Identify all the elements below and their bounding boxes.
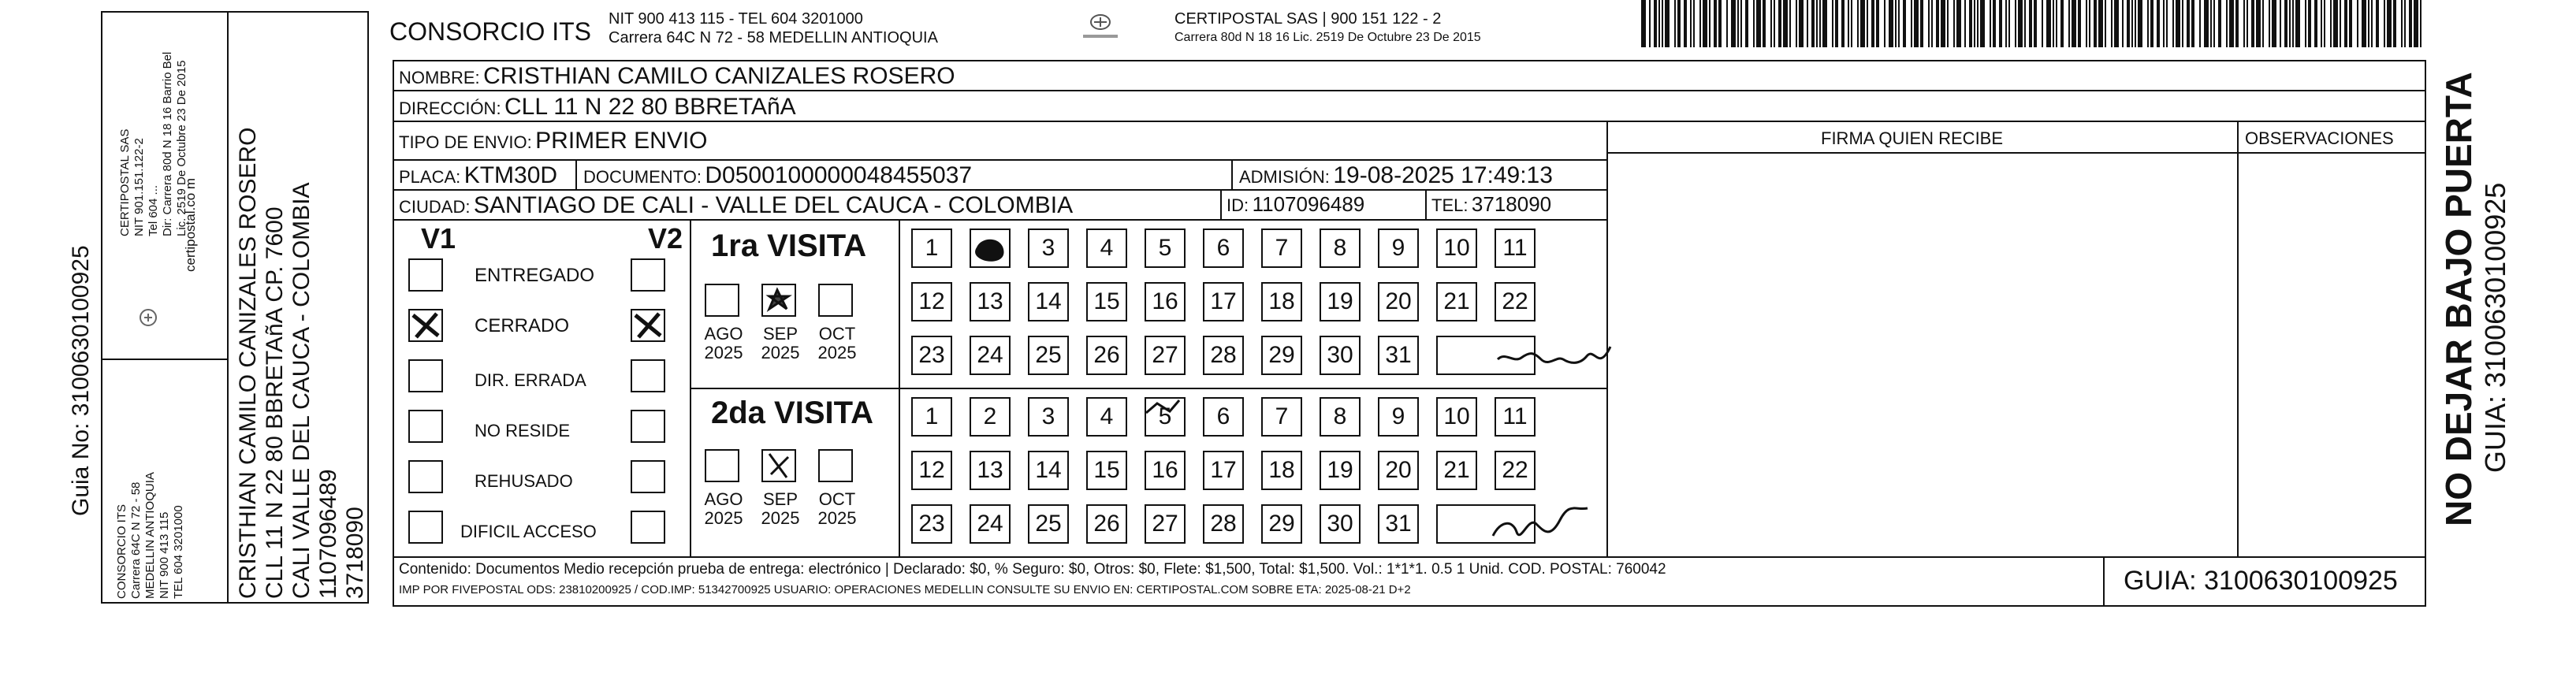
barcode-bar [1731,0,1736,47]
second-visit-day-17[interactable]: 17 [1203,451,1244,490]
visit-month-label: AGO 2025 [704,324,743,362]
second-visit-day-2[interactable]: 2 [970,397,1011,437]
barcode-bar [2387,0,2392,47]
barcode-bar [2024,0,2026,47]
second-visit-day-25[interactable]: 25 [1028,504,1069,544]
barcode-bar [2147,0,2149,47]
barcode-bar [1709,0,1711,47]
v1-checkbox-3[interactable] [408,410,443,443]
first-visit-day-6[interactable]: 6 [1203,229,1244,268]
barcode-bar [1928,0,1930,47]
second-visit-day-6[interactable]: 6 [1203,397,1244,437]
firma-label: FIRMA QUIEN RECIBE [1821,128,2004,148]
barcode-bar [2305,0,2306,47]
first-visit-day-24[interactable]: 24 [970,336,1011,375]
divider-visit-row [691,388,1606,389]
visit-month-label: OCT 2025 [817,324,857,362]
barcode-bar [1816,0,1818,47]
id-value: 1107096489 [1252,192,1365,216]
barcode-bar [2166,0,2168,47]
barcode-bar [2226,0,2228,47]
barcode-bar [2042,0,2043,47]
v2-checkbox-3[interactable] [631,410,665,443]
v2-checkbox-2[interactable] [631,359,665,392]
second-visit-day-22[interactable]: 22 [1495,451,1536,490]
barcode-bar [1714,0,1717,47]
second-visit-day-11[interactable]: 11 [1495,397,1536,437]
barcode-bar [2172,0,2174,47]
first-visit-month-checkbox-ago[interactable] [705,284,739,317]
first-visit-day-10[interactable]: 10 [1436,229,1477,268]
barcode-bar [2213,0,2215,47]
barcode-bar [2068,0,2070,47]
ciudad-value: SANTIAGO DE CALI - VALLE DEL CAUCA - COLOMBIA [473,192,1074,218]
second-visit-day-10[interactable]: 10 [1436,397,1477,437]
barcode-bar [2357,0,2358,47]
first-visit-day-16[interactable]: 16 [1145,282,1186,321]
second-visit-day-31[interactable]: 31 [1378,504,1419,544]
barcode-bar [2314,0,2317,47]
barcode-bar [1789,0,1791,47]
barcode-bar [1914,0,1919,47]
barcode-bar [1726,0,1728,47]
barcode-bar [2199,0,2201,47]
barcode-bar [1756,0,1761,47]
side-guia: GUIA: 3100630100925 [2479,182,2511,473]
barcode-bar [1956,0,1961,47]
direccion-value: CLL 11 N 22 80 BBRETAñA [504,94,796,120]
stub-recipient-block: CRISTHIAN CAMILO CANIZALES ROSERO CLL 11 N 22 80 BBRETAñA CP. 7600 CALI VALLE DEL CAUCA - COLOMBIA 1107096489 3718090 [235,127,368,599]
barcode-bar [2384,0,2385,47]
first-visit-day-21[interactable]: 21 [1436,282,1477,321]
second-visit-day-18[interactable]: 18 [1261,451,1302,490]
first-visit-day-11[interactable]: 11 [1495,229,1536,268]
stub-carrier-block: CERTIPOSTAL SAS NIT 901.151.122-2 Tel 604 ... Dir: Carrera 80d N 18 16 Barrio Bel Lic. 2519 De Octubre 23 De 2015 [118,51,188,236]
certipostal-logo-icon [1078,11,1122,43]
barcode-bar [1884,0,1885,47]
admision-value: 19-08-2025 17:49:13 [1333,162,1553,188]
second-visit-day-13[interactable]: 13 [970,451,1011,490]
barcode-bar [2409,0,2412,47]
barcode-bar [1654,0,1657,47]
barcode-bar [2368,0,2369,47]
barcode-bar [1947,0,1949,47]
barcode-bar [1674,0,1676,47]
stub-logo-icon [138,307,158,328]
first-visit-day-28[interactable]: 28 [1203,336,1244,375]
first-visit-day-15[interactable]: 15 [1086,282,1127,321]
barcode-bar [1819,0,1821,47]
barcode-bar [2131,0,2133,47]
status-option-label: NO RESIDE [475,421,571,440]
barcode-bar [1964,0,1966,47]
first-visit-day-8[interactable]: 8 [1320,229,1361,268]
first-visit-month-checkbox-sep[interactable] [761,284,796,317]
barcode-bar [2371,0,2373,47]
first-visit-day-2[interactable] [970,229,1011,268]
barcode-bar [2046,0,2051,47]
barcode-bar [2005,0,2007,47]
visit-month-label: OCT 2025 [817,489,857,528]
barcode-bar [2280,0,2281,47]
second-visit-day-1[interactable]: 1 [911,397,952,437]
barcode-bar [1677,0,1681,47]
v2-checkbox-5[interactable] [631,511,665,544]
barcode-bar [2404,0,2406,47]
barcode-bar [2150,0,2153,47]
barcode-bar [2157,0,2160,47]
barcode-bar [2210,0,2212,47]
barcode-bar [2053,0,2054,47]
barcode-bar [1941,0,1945,47]
barcode-bar [1871,0,1874,47]
second-visit-day-16[interactable]: 16 [1145,451,1186,490]
barcode-bar [1841,0,1845,47]
barcode-bar [2251,0,2254,47]
barcode-bar [2349,0,2352,47]
barcode-bar [2218,0,2221,47]
handwritten-note-first [1482,336,1624,383]
barcode-bar [2376,0,2379,47]
tipo-value: PRIMER ENVIO [535,128,708,154]
barcode-bar [2072,0,2076,47]
barcode-bar [1977,0,1979,47]
v1-checkbox-4[interactable] [408,460,443,493]
second-visit-day-9[interactable]: 9 [1378,397,1419,437]
status-option-label: DIR. ERRADA [475,370,586,390]
barcode-bar [2094,0,2097,47]
footer-contenido: Contenido: Documentos Medio recepción prueba de entrega: electrónico | Declarado: $0, % Seguro: $0, Otros: $0, Flete: $1,500, Total: $1,500. Vol.: 1*1*1. 0.5 1 Unid. COD. POSTAL: 760042 [399,561,1666,578]
first-visit-day-3[interactable]: 3 [1028,229,1069,268]
v1-label: V1 [421,222,456,255]
second-visit-day-19[interactable]: 19 [1320,451,1361,490]
barcode-bar [2204,0,2209,47]
stub-carrier-web: certipostal.co m [183,177,198,272]
barcode-bar [2229,0,2234,47]
second-visit-month-checkbox-ago[interactable] [705,449,739,482]
barcode-bar [1993,0,1996,47]
barcode-bar [2308,0,2311,47]
first-visit-day-29[interactable]: 29 [1261,336,1302,375]
second-visit-day-27[interactable]: 27 [1145,504,1186,544]
barcode-bar [1718,0,1722,47]
barcode-bar [2269,0,2270,47]
barcode-bar [2089,0,2090,47]
divider-observ-left [2237,121,2239,556]
visit-month-label: SEP 2025 [761,324,800,362]
second-visit-day-23[interactable]: 23 [911,504,952,544]
visit-month-label: SEP 2025 [761,489,800,528]
barcode-bar [1737,0,1739,47]
header-carrier-info: CERTIPOSTAL SAS | 900 151 122 - 2 Carrera 80d N 18 16 Lic. 2519 De Octubre 23 De 2015 [1174,10,1481,44]
barcode-bar [2015,0,2016,47]
barcode-bar [2272,0,2276,47]
barcode-bar [1684,0,1687,47]
barcode-bar [2056,0,2057,47]
tel-value: 3718090 [1471,192,1552,216]
barcode-bar [1658,0,1660,47]
second-visit-day-20[interactable]: 20 [1378,451,1419,490]
first-visit-day-26[interactable]: 26 [1086,336,1127,375]
barcode-bar [2344,0,2347,47]
field-placa: PLACA: KTM30D [399,162,558,188]
barcode-bar [1898,0,1900,47]
second-visit-label: 2da VISITA [711,396,873,430]
barcode-bar [1832,0,1833,47]
field-nombre: NOMBRE: CRISTHIAN CAMILO CANIZALES ROSERO [399,63,955,89]
second-visit-day-24[interactable]: 24 [970,504,1011,544]
first-visit-label: 1ra VISITA [711,229,867,263]
divider-id [1220,189,1222,219]
first-visit-day-22[interactable]: 22 [1495,282,1536,321]
field-direccion: DIRECCIÓN: CLL 11 N 22 80 BBRETAñA [399,94,796,120]
barcode-bar [2324,0,2325,47]
status-option-label: REHUSADO [475,471,573,491]
second-visit-day-29[interactable]: 29 [1261,504,1302,544]
barcode-bar [2235,0,2239,47]
barcode-bar [2029,0,2032,47]
barcode-bar [1641,0,1646,47]
observaciones-label: OBSERVACIONES [2245,128,2394,148]
barcode-bar [2098,0,2103,47]
barcode-bar [2191,0,2194,47]
barcode-bar [2340,0,2341,47]
divider-tel [1425,189,1427,219]
barcode-bar [2018,0,2023,47]
stub-divider [101,359,227,360]
second-visit-day-8[interactable]: 8 [1320,397,1361,437]
barcode-bar [2111,0,2113,47]
row-line-2 [393,121,2426,122]
first-visit-day-1[interactable]: 1 [911,229,952,268]
header-barcode [1641,0,2429,47]
row-line-5 [393,219,1606,221]
header-company-info: NIT 900 413 115 - TEL 604 3201000 Carrera 64C N 72 - 58 MEDELLIN ANTIOQUIA [609,10,938,46]
second-visit-day-21[interactable]: 21 [1436,451,1477,490]
barcode-bar [2321,0,2322,47]
barcode-bar [2401,0,2403,47]
v1-checkbox-5[interactable] [408,511,443,544]
visit-month-label: AGO 2025 [704,489,743,528]
barcode-bar [1662,0,1663,47]
barcode-bar [2135,0,2136,47]
first-visit-day-4[interactable]: 4 [1086,229,1127,268]
barcode-bar [1783,0,1788,47]
first-visit-day-5[interactable]: 5 [1145,229,1186,268]
barcode-bar [2086,0,2087,47]
barcode-bar [1770,0,1772,47]
first-visit-day-17[interactable]: 17 [1203,282,1244,321]
barcode-bar [1693,0,1695,47]
divider-firma-header [1606,152,2426,154]
second-visit-day-14[interactable]: 14 [1028,451,1069,490]
barcode-bar [2393,0,2396,47]
barcode-bar [2122,0,2124,47]
barcode-bar [1778,0,1781,47]
handwritten-note-second [1482,504,1608,548]
barcode-bar [2289,0,2291,47]
divider-footer-guia [2103,556,2105,607]
barcode-bar [2362,0,2366,47]
barcode-bar [1969,0,1972,47]
row-line-1 [393,90,2426,91]
barcode-bar [1774,0,1775,47]
barcode-bar [1848,0,1849,47]
stub-sender-block: CONSORCIO ITS Carrera 64C N 72 - 58 MEDELLIN ANTIOQUIA NIT 900 413 115 TEL 604 3201000 [115,472,185,599]
field-tipo-envio: TIPO DE ENVIO: PRIMER ENVIO [399,128,708,154]
v2-checkbox-0[interactable] [631,258,665,292]
divider-documento [575,159,577,189]
barcode-bar [1974,0,1975,47]
barcode-bar [2292,0,2294,47]
first-visit-day-9[interactable]: 9 [1378,229,1419,268]
v1-checkbox-1[interactable] [408,309,443,342]
barcode-bar [2187,0,2190,47]
barcode-bar [1690,0,1692,47]
stub-guia-number: Guia No: 3100630100925 [68,245,94,516]
status-option-label: ENTREGADO [475,265,595,286]
barcode-bar [1903,0,1906,47]
barcode-bar [2182,0,2183,47]
barcode-bar [1753,0,1755,47]
barcode-bar [2127,0,2130,47]
v1-checkbox-0[interactable] [408,258,443,292]
barcode-bar [1990,0,1991,47]
barcode-bar [2256,0,2261,47]
barcode-bar [1936,0,1939,47]
barcode-bar [2243,0,2245,47]
barcode-bar [1931,0,1933,47]
barcode-bar [1889,0,1893,47]
barcode-bar [2114,0,2119,47]
barcode-bar [2247,0,2248,47]
barcode-bar [1835,0,1838,47]
placa-value: KTM30D [463,162,558,188]
first-visit-day-12[interactable]: 12 [911,282,952,321]
barcode-bar [1703,0,1707,47]
footer-guia: GUIA: 3100630100925 [2124,566,2398,596]
barcode-bar [1980,0,1985,47]
field-documento: DOCUMENTO: D0500100000048455037 [583,162,973,188]
first-visit-day-19[interactable]: 19 [1320,282,1361,321]
first-visit-day-25[interactable]: 25 [1028,336,1069,375]
barcode-bar [2138,0,2142,47]
barcode-bar [1860,0,1865,47]
barcode-bar [1953,0,1955,47]
footer-imp: IMP POR FIVEPOSTAL ODS: 23810200925 / COD.IMP: 51342700925 USUARIO: OPERACIONES MEDELLIN CONSULTE SU ENVIO EN: CERTIPOSTAL.COM SOBRE ETA: 2025-08-21 D+2 [399,583,1411,596]
barcode-bar [1876,0,1879,47]
barcode-bar [1799,0,1804,47]
barcode-bar [2295,0,2300,47]
first-visit-day-20[interactable]: 20 [1378,282,1419,321]
second-visit-day-4[interactable]: 4 [1086,397,1127,437]
row-line-3 [393,159,1606,161]
barcode-bar [1745,0,1748,47]
second-visit-day-5[interactable]: 5 [1145,397,1186,437]
first-visit-month-checkbox-oct[interactable] [818,284,853,317]
nombre-value: CRISTHIAN CAMILO CANIZALES ROSERO [483,63,955,89]
field-ciudad: CIUDAD: SANTIAGO DE CALI - VALLE DEL CAUCA - COLOMBIA [399,192,1074,218]
second-visit-day-26[interactable]: 26 [1086,504,1127,544]
row-line-footer [393,556,2426,558]
barcode-bar [2284,0,2288,47]
barcode-bar [1763,0,1766,47]
barcode-bar [2262,0,2264,47]
stub-divider-vertical [227,11,229,604]
barcode-bar [1895,0,1897,47]
barcode-bar [1649,0,1651,47]
barcode-bar [1740,0,1742,47]
barcode-bar [1807,0,1808,47]
first-visit-day-18[interactable]: 18 [1261,282,1302,321]
barcode-bar [2176,0,2180,47]
row-line-4 [393,189,1606,191]
documento-value: D0500100000048455037 [705,162,973,188]
status-option-label: DIFICIL ACCESO [460,522,597,541]
divider-admision [1231,159,1233,189]
first-visit-day-27[interactable]: 27 [1145,336,1186,375]
barcode-bar [1920,0,1923,47]
barcode-bar [1999,0,2002,47]
barcode-bar [2008,0,2010,47]
second-visit-day-30[interactable]: 30 [1320,504,1361,544]
first-visit-day-7[interactable]: 7 [1261,229,1302,268]
no-dejar-bajo-puerta: NO DEJAR BAJO PUERTA [2438,72,2479,526]
barcode-bar [2420,0,2422,47]
barcode-bar [2333,0,2338,47]
first-visit-day-13[interactable]: 13 [970,282,1011,321]
barcode-bar [1665,0,1670,47]
second-visit-month-checkbox-oct[interactable] [818,449,853,482]
first-visit-day-31[interactable]: 31 [1378,336,1419,375]
first-visit-day-14[interactable]: 14 [1028,282,1069,321]
second-visit-day-28[interactable]: 28 [1203,504,1244,544]
barcode-bar [2078,0,2081,47]
barcode-bar [1796,0,1797,47]
barcode-bar [2034,0,2037,47]
first-visit-day-30[interactable]: 30 [1320,336,1361,375]
barcode-bar [1851,0,1852,47]
barcode-bar [2105,0,2106,47]
header-company: CONSORCIO ITS [389,17,592,46]
v2-checkbox-4[interactable] [631,460,665,493]
barcode-bar [1811,0,1815,47]
barcode-bar [2060,0,2064,47]
barcode-bar [2163,0,2165,47]
first-visit-day-23[interactable]: 23 [911,336,952,375]
barcode-bar [1857,0,1859,47]
v1-checkbox-2[interactable] [408,359,443,392]
barcode-bar [1822,0,1827,47]
field-tel: TEL: 3718090 [1431,192,1552,216]
barcode-bar [2414,0,2418,47]
field-id: ID: 1107096489 [1227,192,1365,216]
barcode-bar [1911,0,1912,47]
second-visit-day-12[interactable]: 12 [911,451,952,490]
field-admision: ADMISIÓN: 19-08-2025 17:49:13 [1239,162,1553,188]
v2-label: V2 [648,222,683,255]
second-visit-month-checkbox-sep[interactable] [761,449,796,482]
v2-checkbox-1[interactable] [631,309,665,342]
second-visit-day-7[interactable]: 7 [1261,397,1302,437]
barcode-bar [1699,0,1701,47]
second-visit-day-15[interactable]: 15 [1086,451,1127,490]
barcode-bar [1867,0,1868,47]
barcode-bar [2330,0,2332,47]
status-option-label: CERRADO [475,315,570,336]
second-visit-day-3[interactable]: 3 [1028,397,1069,437]
